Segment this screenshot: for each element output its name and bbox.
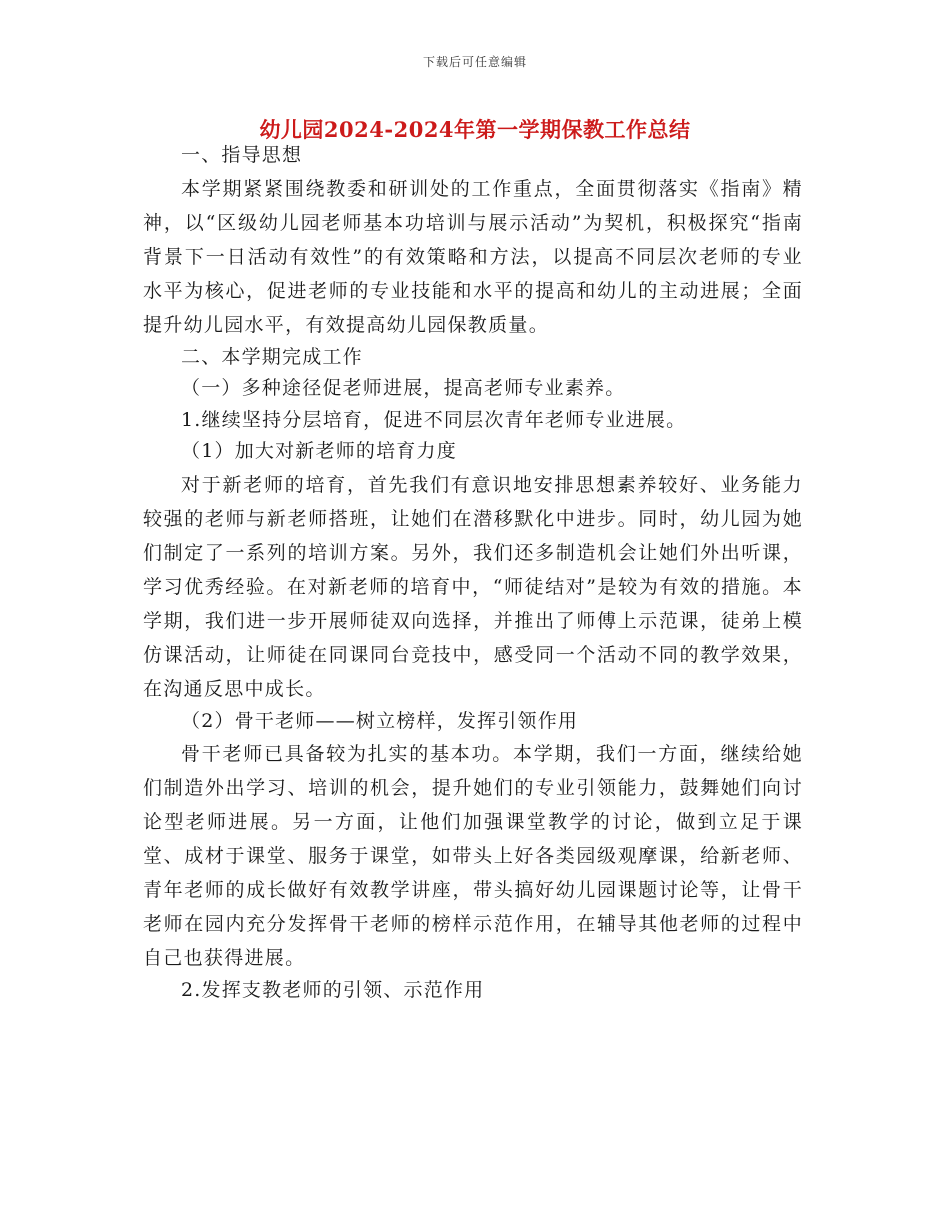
section-heading-completed-work: 二、本学期完成工作 [181,345,363,368]
document-title: 幼儿园2024-2024年第一学期保教工作总结 [259,117,691,142]
item-heading-support-teachers: 2.发挥支教老师的引领、示范作用 [181,979,485,1001]
paragraph-guiding-ideology: 本学期紧紧围绕教委和研训处的工作重点，全面贯彻落实《指南》精神，以“区级幼儿园老师基本功培训与展示活动”为契机，积极探究“指南背景下一日活动有效性”的有效策略和方法，以提高不同层次老师的专业水平为核心，促进老师的专业技能和水平的提高和幼儿的主动进展；全面提升幼儿园水平，有效提高幼儿园保教质量。 [143,177,803,336]
paragraph-new-teachers: 对于新老师的培育，首先我们有意识地安排思想素养较好、业务能力较强的老师与新老师搭班，让她们在潜移默化中进步。同时，幼儿园为她们制定了一系列的培训方案。另外，我们还多制造机会让她们外出听课，学习优秀经验。在对新老师的培育中，“师徒结对”是较为有效的措施。本学期，我们进一步开展师徒双向选择，并推出了师傅上示范课，徒弟上模仿课活动，让师徒在同课同台竞技中，感受同一个活动不同的教学效果，在沟通反思中成长。 [143,473,803,700]
section-heading-guiding-ideology: 一、指导思想 [181,144,303,166]
item-heading-layered-training: 1.继续坚持分层培育，促进不同层次青年老师专业进展。 [181,408,687,431]
item-heading-new-teachers: （1）加大对新老师的培育力度 [181,440,457,462]
item-heading-key-teachers: （2）骨干老师——树立榜样，发挥引领作用 [181,709,579,732]
page-header-note: 下载后可任意编辑 [422,55,527,69]
subsection-heading-teacher-development: （一）多种途径促老师进展，提高老师专业素养。 [181,377,626,399]
document-body [143,140,803,1007]
paragraph-key-teachers: 骨干老师已具备较为扎实的基本功。本学期，我们一方面，继续给她们制造外出学习、培训的机会，提升她们的专业引领能力，鼓舞她们向讨论型老师进展。另一方面，让他们加强课堂教学的讨论，做到立足于课堂、成材于课堂、服务于课堂，如带头上好各类园级观摩课，给新老师、青年老师的成长做好有效教学讲座，带头搞好幼儿园课题讨论等，让骨干老师在园内充分发挥骨干老师的榜样示范作用，在辅导其他老师的过程中自己也获得进展。 [143,743,803,969]
